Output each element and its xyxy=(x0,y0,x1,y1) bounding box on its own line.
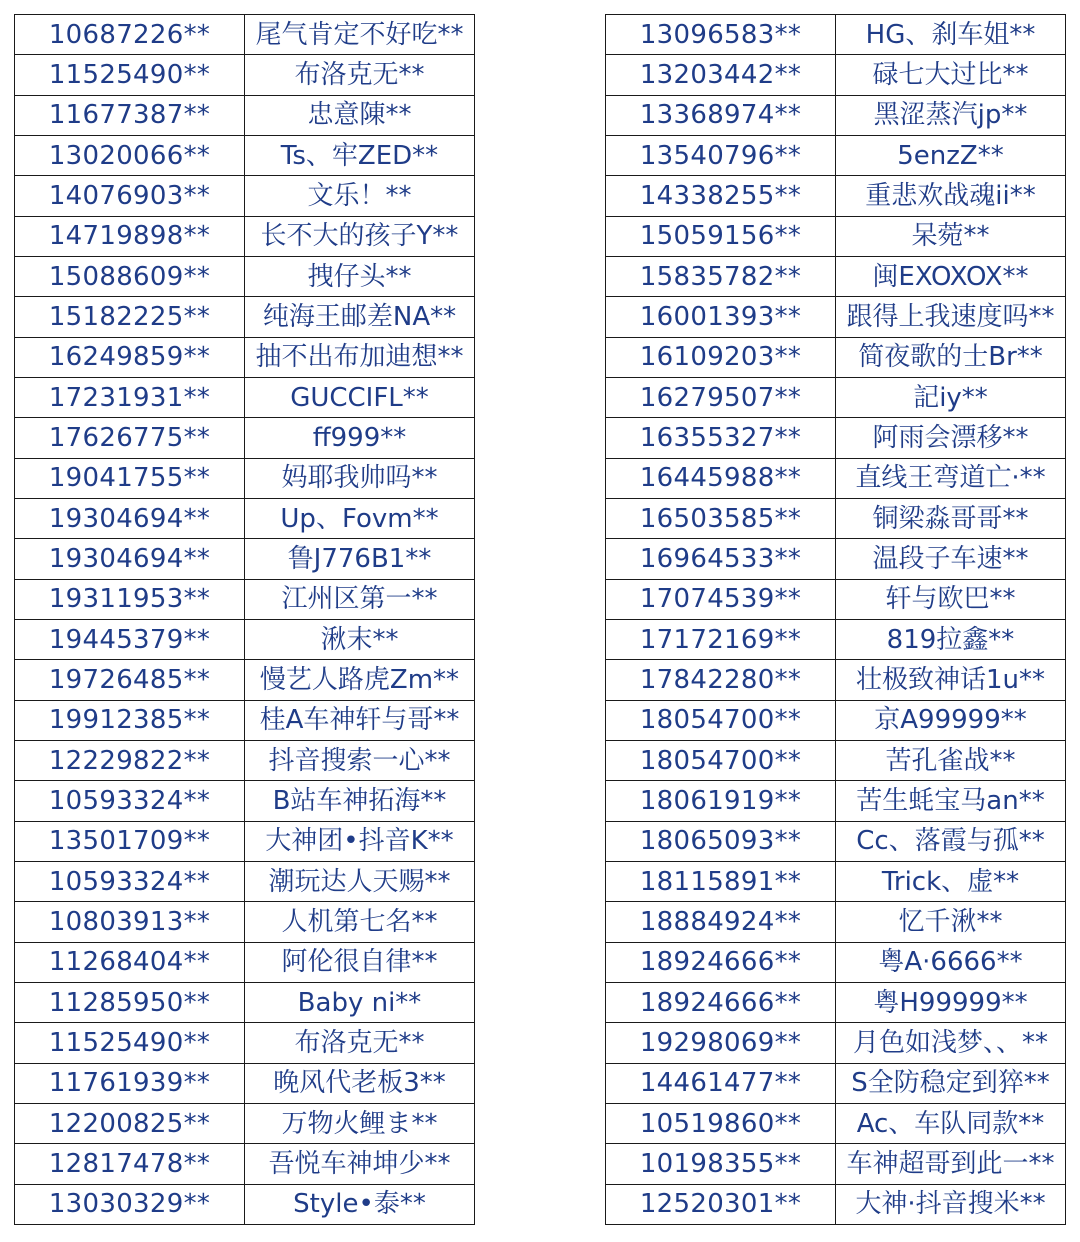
nickname-cell: 忆千湫** xyxy=(836,902,1066,942)
table-row xyxy=(606,418,1066,458)
table-row xyxy=(15,619,475,659)
user-id-cell: 18061919** xyxy=(606,781,836,821)
nickname-cell: 鲁J776B1** xyxy=(245,539,475,579)
table-row xyxy=(606,579,1066,619)
user-id-cell: 11677387** xyxy=(15,95,245,135)
user-id-cell: 16355327** xyxy=(606,418,836,458)
user-id-cell: 13203442** xyxy=(606,55,836,95)
user-id-cell: 16109203** xyxy=(606,337,836,377)
table-row xyxy=(15,902,475,942)
user-id-cell: 19311953** xyxy=(15,579,245,619)
nickname-cell: 拽仔头** xyxy=(245,256,475,296)
nickname-cell: 阿伦很自律** xyxy=(245,942,475,982)
table-row xyxy=(15,337,475,377)
table-row xyxy=(606,740,1066,780)
table-row xyxy=(606,1144,1066,1184)
winners-table-right xyxy=(605,14,1066,1225)
table-row xyxy=(15,256,475,296)
table-row xyxy=(606,216,1066,256)
user-id-cell: 16249859** xyxy=(15,337,245,377)
user-id-cell: 12200825** xyxy=(15,1103,245,1143)
table-row xyxy=(606,95,1066,135)
table-row xyxy=(15,418,475,458)
nickname-cell: S全防稳定到猝** xyxy=(836,1063,1066,1103)
user-id-cell: 11268404** xyxy=(15,942,245,982)
user-id-cell: 11285950** xyxy=(15,982,245,1022)
nickname-cell: 大神·抖音搜米** xyxy=(836,1184,1066,1224)
user-id-cell: 13501709** xyxy=(15,821,245,861)
nickname-cell: 抽不出布加迪想** xyxy=(245,337,475,377)
user-id-cell: 10519860** xyxy=(606,1103,836,1143)
user-id-cell: 10198355** xyxy=(606,1144,836,1184)
table-row xyxy=(15,982,475,1022)
winners-table-left xyxy=(14,14,475,1225)
nickname-cell: Ts、牢ZED** xyxy=(245,135,475,175)
nickname-cell: 妈耶我帅吗** xyxy=(245,458,475,498)
nickname-cell: 桂A车神轩与哥** xyxy=(245,700,475,740)
user-id-cell: 14461477** xyxy=(606,1063,836,1103)
user-id-cell: 15088609** xyxy=(15,256,245,296)
user-id-cell: 15835782** xyxy=(606,256,836,296)
nickname-cell: 黑涩蒸汽jp** xyxy=(836,95,1066,135)
user-id-cell: 11525490** xyxy=(15,55,245,95)
nickname-cell: 抖音搜索一心** xyxy=(245,740,475,780)
nickname-cell: 碌七大过比** xyxy=(836,55,1066,95)
nickname-cell: 潮玩达人天赐** xyxy=(245,861,475,901)
table-row xyxy=(606,902,1066,942)
user-id-cell: 11761939** xyxy=(15,1063,245,1103)
nickname-cell: 晚风代老板3** xyxy=(245,1063,475,1103)
table-row xyxy=(15,821,475,861)
table-row xyxy=(606,1184,1066,1224)
nickname-cell: 京A99999** xyxy=(836,700,1066,740)
table-row xyxy=(606,539,1066,579)
user-id-cell: 17231931** xyxy=(15,377,245,417)
user-id-cell: 12229822** xyxy=(15,740,245,780)
user-id-cell: 19445379** xyxy=(15,619,245,659)
nickname-cell: GUCCIFL** xyxy=(245,377,475,417)
nickname-cell: 月色如浅梦、、** xyxy=(836,1023,1066,1063)
user-id-cell: 19726485** xyxy=(15,660,245,700)
table-row xyxy=(15,1063,475,1103)
table-row xyxy=(15,1103,475,1143)
nickname-cell: 吾悦车神坤少** xyxy=(245,1144,475,1184)
table-row xyxy=(606,498,1066,538)
user-id-cell: 10593324** xyxy=(15,781,245,821)
table-row xyxy=(606,297,1066,337)
nickname-cell: 文乐！** xyxy=(245,176,475,216)
nickname-cell: 简夜歌的士Br** xyxy=(836,337,1066,377)
user-id-cell: 13368974** xyxy=(606,95,836,135)
user-id-cell: 10687226** xyxy=(15,15,245,55)
user-id-cell: 16279507** xyxy=(606,377,836,417)
table-row xyxy=(15,861,475,901)
table-row xyxy=(15,15,475,55)
nickname-cell: 苦孔雀战** xyxy=(836,740,1066,780)
nickname-cell: 直线王弯道亡·** xyxy=(836,458,1066,498)
user-id-cell: 18054700** xyxy=(606,740,836,780)
table-row xyxy=(15,942,475,982)
user-id-cell: 13540796** xyxy=(606,135,836,175)
nickname-cell: 苦生蚝宝马an** xyxy=(836,781,1066,821)
user-id-cell: 17074539** xyxy=(606,579,836,619)
table-row xyxy=(15,579,475,619)
table-row xyxy=(15,216,475,256)
nickname-cell: 粤A·6666** xyxy=(836,942,1066,982)
table-row xyxy=(15,297,475,337)
nickname-cell: 铜梁淼哥哥** xyxy=(836,498,1066,538)
table-row xyxy=(15,498,475,538)
table-row xyxy=(15,1144,475,1184)
nickname-cell: Ac、车队同款** xyxy=(836,1103,1066,1143)
nickname-cell: 江州区第一** xyxy=(245,579,475,619)
nickname-cell: Trick、虚** xyxy=(836,861,1066,901)
nickname-cell: ff999** xyxy=(245,418,475,458)
table-row xyxy=(15,377,475,417)
nickname-cell: B站车神拓海** xyxy=(245,781,475,821)
nickname-cell: 车神超哥到此一** xyxy=(836,1144,1066,1184)
table-row xyxy=(606,660,1066,700)
nickname-cell: 阿雨会漂移** xyxy=(836,418,1066,458)
user-id-cell: 17842280** xyxy=(606,660,836,700)
table-row xyxy=(15,1184,475,1224)
nickname-cell: 5enzZ** xyxy=(836,135,1066,175)
user-id-cell: 13096583** xyxy=(606,15,836,55)
nickname-cell: 壮极致神话1u** xyxy=(836,660,1066,700)
user-id-cell: 18924666** xyxy=(606,942,836,982)
table-row xyxy=(606,1023,1066,1063)
user-id-cell: 19298069** xyxy=(606,1023,836,1063)
user-id-cell: 14719898** xyxy=(15,216,245,256)
nickname-cell: 万物火鲤ま** xyxy=(245,1103,475,1143)
nickname-cell: 跟得上我速度吗** xyxy=(836,297,1066,337)
user-id-cell: 16001393** xyxy=(606,297,836,337)
user-id-cell: 18884924** xyxy=(606,902,836,942)
user-id-cell: 13030329** xyxy=(15,1184,245,1224)
user-id-cell: 18054700** xyxy=(606,700,836,740)
nickname-cell: 819拉鑫** xyxy=(836,619,1066,659)
user-id-cell: 14076903** xyxy=(15,176,245,216)
user-id-cell: 19304694** xyxy=(15,539,245,579)
nickname-cell: 忠意陳** xyxy=(245,95,475,135)
table-row xyxy=(15,700,475,740)
nickname-cell: 布洛克无** xyxy=(245,1023,475,1063)
nickname-cell: Cc、落霞与孤** xyxy=(836,821,1066,861)
nickname-cell: 布洛克无** xyxy=(245,55,475,95)
user-id-cell: 10593324** xyxy=(15,861,245,901)
nickname-cell: Baby ni** xyxy=(245,982,475,1022)
table-row xyxy=(15,95,475,135)
table-row xyxy=(15,660,475,700)
nickname-cell: 慢艺人路虎Zm** xyxy=(245,660,475,700)
user-id-cell: 11525490** xyxy=(15,1023,245,1063)
user-id-cell: 12817478** xyxy=(15,1144,245,1184)
table-row xyxy=(606,337,1066,377)
table-row xyxy=(606,135,1066,175)
user-id-cell: 13020066** xyxy=(15,135,245,175)
table-row xyxy=(15,176,475,216)
user-id-cell: 19304694** xyxy=(15,498,245,538)
table-row xyxy=(606,619,1066,659)
user-id-cell: 17172169** xyxy=(606,619,836,659)
nickname-cell: 温段子车速** xyxy=(836,539,1066,579)
nickname-cell: Style•泰** xyxy=(245,1184,475,1224)
user-id-cell: 16445988** xyxy=(606,458,836,498)
table-row xyxy=(15,458,475,498)
table-row xyxy=(606,1103,1066,1143)
table-row xyxy=(15,740,475,780)
table-row xyxy=(606,700,1066,740)
table-row xyxy=(606,55,1066,95)
user-id-cell: 16964533** xyxy=(606,539,836,579)
table-row xyxy=(606,942,1066,982)
nickname-cell: 尾气肯定不好吃** xyxy=(245,15,475,55)
table-row xyxy=(606,15,1066,55)
table-row xyxy=(15,55,475,95)
user-id-cell: 12520301** xyxy=(606,1184,836,1224)
user-id-cell: 19912385** xyxy=(15,700,245,740)
user-id-cell: 19041755** xyxy=(15,458,245,498)
nickname-cell: 长不大的孩子Y** xyxy=(245,216,475,256)
user-id-cell: 18065093** xyxy=(606,821,836,861)
table-row xyxy=(606,256,1066,296)
nickname-cell: HG、刹车姐** xyxy=(836,15,1066,55)
user-id-cell: 18115891** xyxy=(606,861,836,901)
user-id-cell: 10803913** xyxy=(15,902,245,942)
nickname-cell: 人机第七名** xyxy=(245,902,475,942)
user-id-cell: 15059156** xyxy=(606,216,836,256)
nickname-cell: 重悲欢战魂ii** xyxy=(836,176,1066,216)
table-row xyxy=(606,377,1066,417)
user-id-cell: 17626775** xyxy=(15,418,245,458)
table-row xyxy=(606,861,1066,901)
nickname-cell: Up、Fovm** xyxy=(245,498,475,538)
user-id-cell: 18924666** xyxy=(606,982,836,1022)
user-id-cell: 16503585** xyxy=(606,498,836,538)
nickname-cell: 記iy** xyxy=(836,377,1066,417)
nickname-cell: 纯海王邮差NA** xyxy=(245,297,475,337)
nickname-cell: 粤H99999** xyxy=(836,982,1066,1022)
table-row xyxy=(15,781,475,821)
table-row xyxy=(15,1023,475,1063)
table-row xyxy=(606,458,1066,498)
user-id-cell: 14338255** xyxy=(606,176,836,216)
table-row xyxy=(606,176,1066,216)
user-id-cell: 15182225** xyxy=(15,297,245,337)
table-row xyxy=(606,781,1066,821)
table-row xyxy=(606,821,1066,861)
nickname-cell: 呆菀** xyxy=(836,216,1066,256)
table-row xyxy=(606,1063,1066,1103)
nickname-cell: 闽EXOXOX** xyxy=(836,256,1066,296)
table-row xyxy=(606,982,1066,1022)
nickname-cell: 轩与欧巴** xyxy=(836,579,1066,619)
nickname-cell: 大神团•抖音K** xyxy=(245,821,475,861)
nickname-cell: 湫末** xyxy=(245,619,475,659)
table-row xyxy=(15,135,475,175)
table-row xyxy=(15,539,475,579)
